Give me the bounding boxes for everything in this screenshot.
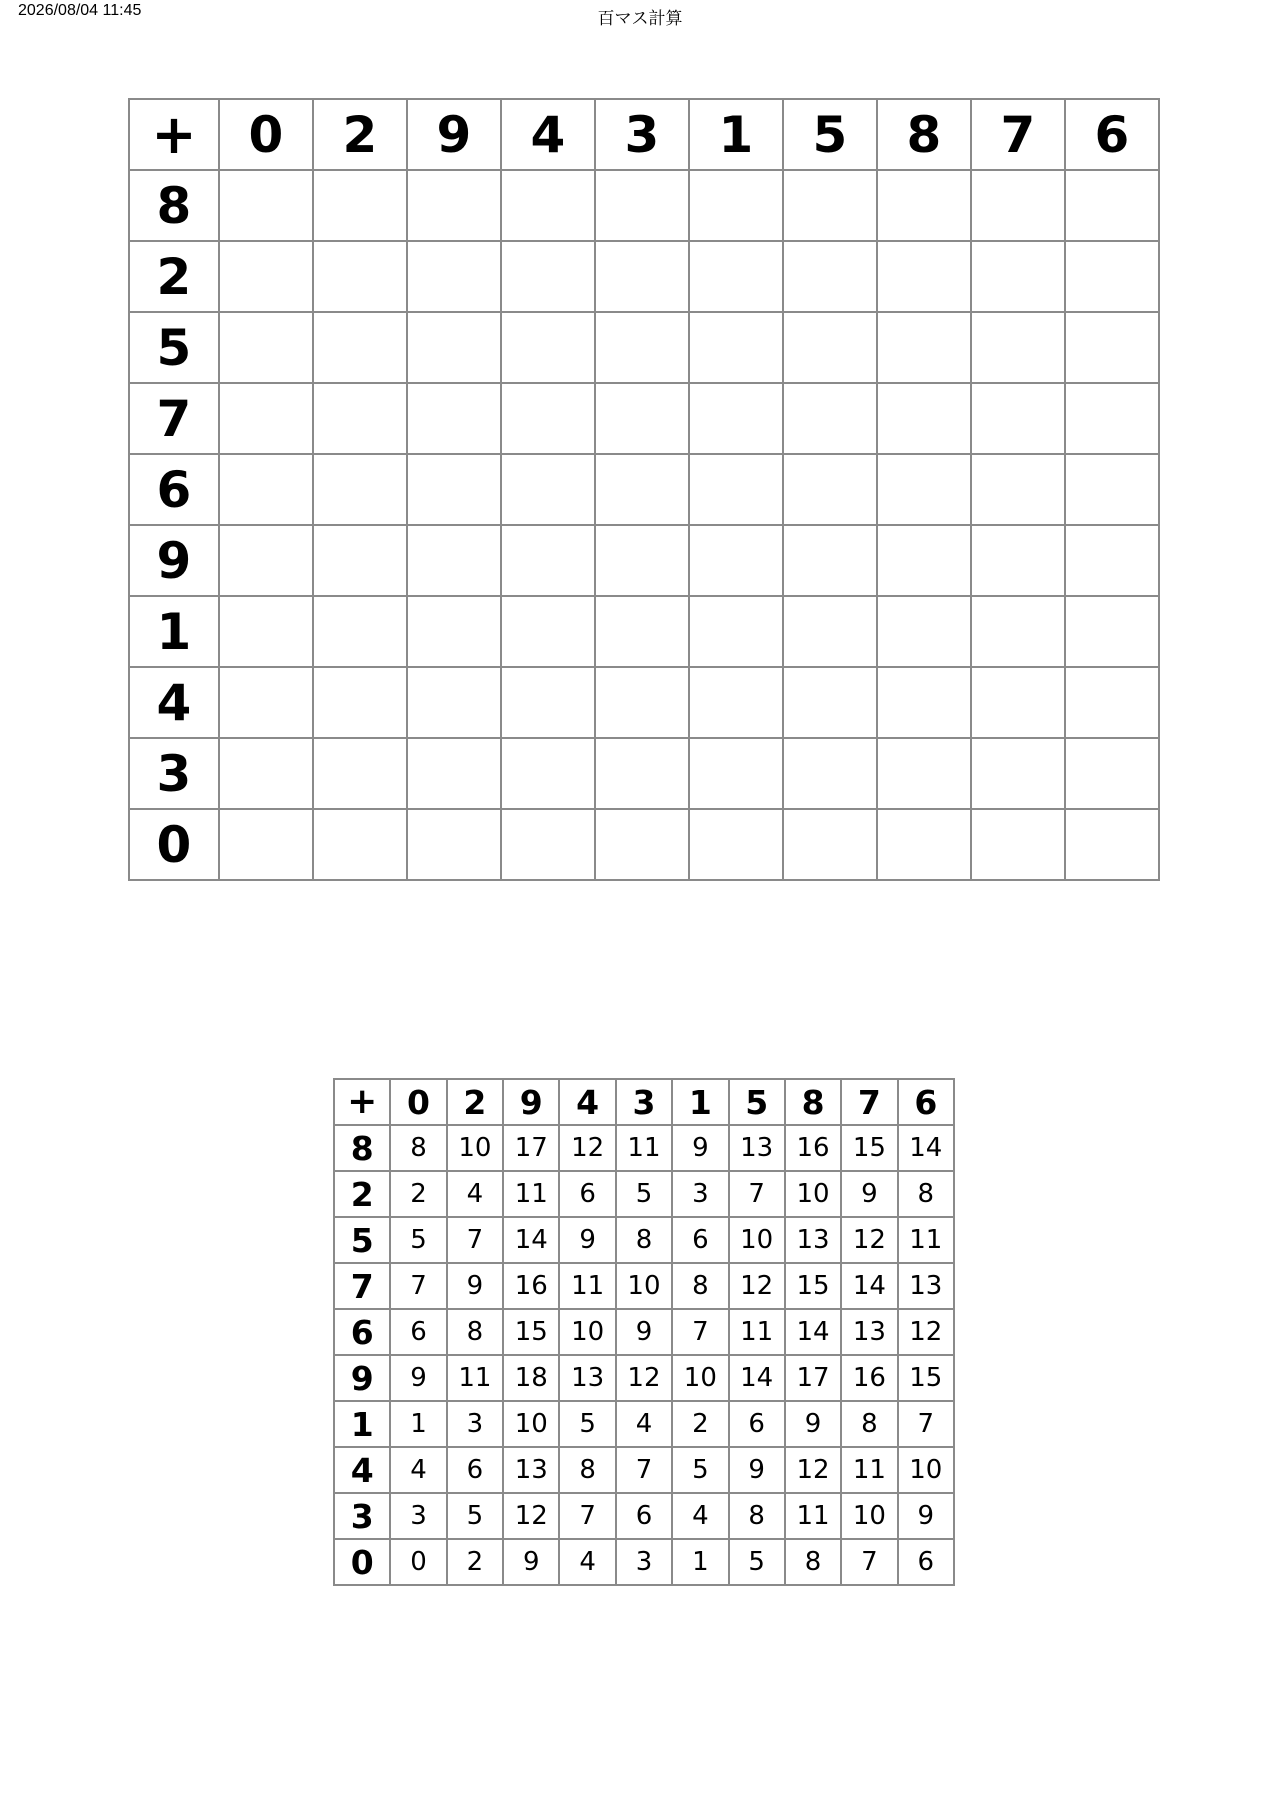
answer-cell: 8 [841, 1401, 897, 1447]
answer-cell: 6 [616, 1493, 672, 1539]
row-header: 1 [334, 1401, 390, 1447]
answer-cell: 6 [559, 1171, 615, 1217]
answer-cell-blank[interactable] [689, 738, 783, 809]
answer-cell: 7 [898, 1401, 954, 1447]
answer-cell: 14 [841, 1263, 897, 1309]
answer-cell: 4 [616, 1401, 672, 1447]
answer-cell: 15 [503, 1309, 559, 1355]
column-header: 0 [219, 99, 313, 170]
answer-cell: 14 [503, 1217, 559, 1263]
answer-cell: 5 [616, 1171, 672, 1217]
answer-cell-blank[interactable] [877, 454, 971, 525]
answer-key-row [334, 1263, 954, 1309]
answer-cell-blank[interactable] [1065, 170, 1159, 241]
operator-cell: + [129, 99, 219, 170]
answer-cell: 17 [785, 1355, 841, 1401]
answer-cell-blank[interactable] [595, 312, 689, 383]
answer-cell-blank[interactable] [219, 738, 313, 809]
answer-cell: 16 [503, 1263, 559, 1309]
answer-cell: 1 [672, 1539, 728, 1585]
answer-cell: 9 [503, 1539, 559, 1585]
answer-cell: 0 [390, 1539, 446, 1585]
answer-cell: 8 [559, 1447, 615, 1493]
answer-cell-blank[interactable] [501, 312, 595, 383]
answer-cell: 11 [785, 1493, 841, 1539]
column-header: 5 [729, 1079, 785, 1125]
column-header: 5 [783, 99, 877, 170]
answer-cell-blank[interactable] [407, 241, 501, 312]
answer-cell: 6 [898, 1539, 954, 1585]
answer-cell-blank[interactable] [689, 525, 783, 596]
answer-cell: 7 [841, 1539, 897, 1585]
answer-cell: 11 [616, 1125, 672, 1171]
answer-cell-blank[interactable] [595, 667, 689, 738]
header-row [129, 99, 1159, 170]
column-header: 1 [672, 1079, 728, 1125]
answer-cell-blank[interactable] [595, 454, 689, 525]
answer-cell-blank[interactable] [689, 596, 783, 667]
answer-cell-blank[interactable] [313, 312, 407, 383]
row-header: 1 [129, 596, 219, 667]
answer-cell: 9 [390, 1355, 446, 1401]
answer-cell: 12 [785, 1447, 841, 1493]
answer-cell-blank[interactable] [877, 738, 971, 809]
answer-cell: 4 [447, 1171, 503, 1217]
answer-cell: 8 [785, 1539, 841, 1585]
answer-cell: 7 [729, 1171, 785, 1217]
answer-cell-blank[interactable] [501, 738, 595, 809]
answer-cell: 9 [616, 1309, 672, 1355]
worksheet-row [129, 525, 1159, 596]
worksheet-row [129, 312, 1159, 383]
row-header: 0 [129, 809, 219, 880]
answer-key-row [334, 1401, 954, 1447]
worksheet-grid [128, 98, 1160, 881]
column-header: 3 [595, 99, 689, 170]
answer-cell: 10 [672, 1355, 728, 1401]
header-row [334, 1079, 954, 1125]
answer-cell: 5 [390, 1217, 446, 1263]
answer-cell: 3 [672, 1171, 728, 1217]
answer-key-row [334, 1355, 954, 1401]
answer-cell: 4 [559, 1539, 615, 1585]
row-header: 8 [129, 170, 219, 241]
answer-cell-blank[interactable] [313, 241, 407, 312]
column-header: 9 [407, 99, 501, 170]
answer-cell-blank[interactable] [501, 667, 595, 738]
answer-cell: 12 [616, 1355, 672, 1401]
answer-cell: 13 [503, 1447, 559, 1493]
answer-cell-blank[interactable] [595, 809, 689, 880]
answer-cell: 13 [841, 1309, 897, 1355]
answer-cell-blank[interactable] [501, 170, 595, 241]
answer-cell: 10 [785, 1171, 841, 1217]
answer-cell-blank[interactable] [501, 241, 595, 312]
answer-cell-blank[interactable] [877, 241, 971, 312]
answer-cell-blank[interactable] [1065, 809, 1159, 880]
answer-cell: 11 [841, 1447, 897, 1493]
answer-cell-blank[interactable] [407, 596, 501, 667]
row-header: 9 [334, 1355, 390, 1401]
answer-cell-blank[interactable] [501, 525, 595, 596]
answer-cell-blank[interactable] [313, 596, 407, 667]
answer-cell-blank[interactable] [689, 667, 783, 738]
answer-cell-blank[interactable] [313, 525, 407, 596]
answer-cell-blank[interactable] [595, 383, 689, 454]
worksheet-row [129, 454, 1159, 525]
row-header: 5 [129, 312, 219, 383]
answer-cell-blank[interactable] [501, 454, 595, 525]
answer-cell-blank[interactable] [689, 170, 783, 241]
answer-cell: 16 [841, 1355, 897, 1401]
worksheet-row [129, 170, 1159, 241]
answer-cell-blank[interactable] [219, 667, 313, 738]
answer-cell: 11 [729, 1309, 785, 1355]
row-header: 8 [334, 1125, 390, 1171]
answer-cell-blank[interactable] [1065, 383, 1159, 454]
column-header: 7 [841, 1079, 897, 1125]
worksheet-row [129, 596, 1159, 667]
answer-cell: 5 [447, 1493, 503, 1539]
answer-cell-blank[interactable] [219, 596, 313, 667]
answer-cell-blank[interactable] [971, 738, 1065, 809]
row-header: 6 [129, 454, 219, 525]
answer-key-row [334, 1125, 954, 1171]
answer-cell: 7 [616, 1447, 672, 1493]
answer-cell: 2 [447, 1539, 503, 1585]
answer-cell-blank[interactable] [219, 312, 313, 383]
answer-cell-blank[interactable] [313, 454, 407, 525]
column-header: 7 [971, 99, 1065, 170]
answer-cell-blank[interactable] [595, 241, 689, 312]
answer-cell-blank[interactable] [971, 241, 1065, 312]
row-header: 5 [334, 1217, 390, 1263]
answer-cell: 8 [672, 1263, 728, 1309]
row-header: 0 [334, 1539, 390, 1585]
answer-cell: 12 [729, 1263, 785, 1309]
answer-cell-blank[interactable] [501, 383, 595, 454]
answer-cell-blank[interactable] [219, 809, 313, 880]
answer-cell: 13 [898, 1263, 954, 1309]
answer-cell-blank[interactable] [595, 738, 689, 809]
answer-cell: 6 [729, 1401, 785, 1447]
answer-cell: 8 [390, 1125, 446, 1171]
answer-cell-blank[interactable] [1065, 738, 1159, 809]
column-header: 6 [1065, 99, 1159, 170]
answer-cell-blank[interactable] [1065, 454, 1159, 525]
worksheet-row [129, 241, 1159, 312]
column-header: 8 [877, 99, 971, 170]
answer-cell-blank[interactable] [1065, 241, 1159, 312]
worksheet-row [129, 667, 1159, 738]
answer-cell: 8 [898, 1171, 954, 1217]
answer-cell: 15 [841, 1125, 897, 1171]
answer-cell: 5 [559, 1401, 615, 1447]
answer-cell-blank[interactable] [1065, 667, 1159, 738]
answer-cell: 10 [447, 1125, 503, 1171]
answer-cell: 10 [559, 1309, 615, 1355]
answer-cell-blank[interactable] [783, 312, 877, 383]
answer-cell-blank[interactable] [407, 809, 501, 880]
answer-cell-blank[interactable] [595, 525, 689, 596]
answer-cell: 7 [447, 1217, 503, 1263]
row-header: 2 [334, 1171, 390, 1217]
answer-key-row [334, 1171, 954, 1217]
answer-cell-blank[interactable] [689, 383, 783, 454]
answer-cell-blank[interactable] [313, 667, 407, 738]
answer-cell-blank[interactable] [877, 596, 971, 667]
answer-cell: 11 [503, 1171, 559, 1217]
page-title: 百マス計算 [597, 9, 683, 29]
answer-cell: 18 [503, 1355, 559, 1401]
answer-cell: 6 [447, 1447, 503, 1493]
answer-key-row [334, 1217, 954, 1263]
answer-cell: 9 [785, 1401, 841, 1447]
answer-cell: 15 [785, 1263, 841, 1309]
answer-cell-blank[interactable] [407, 454, 501, 525]
row-header: 9 [129, 525, 219, 596]
answer-cell: 4 [672, 1493, 728, 1539]
answer-cell-blank[interactable] [783, 454, 877, 525]
answer-cell: 10 [503, 1401, 559, 1447]
answer-cell: 5 [672, 1447, 728, 1493]
column-header: 8 [785, 1079, 841, 1125]
answer-cell: 1 [390, 1401, 446, 1447]
answer-cell: 3 [390, 1493, 446, 1539]
answer-cell: 6 [390, 1309, 446, 1355]
answer-cell-blank[interactable] [1065, 596, 1159, 667]
row-header: 3 [129, 738, 219, 809]
answer-cell-blank[interactable] [783, 241, 877, 312]
answer-cell-blank[interactable] [971, 596, 1065, 667]
answer-cell: 7 [390, 1263, 446, 1309]
answer-cell: 13 [729, 1125, 785, 1171]
answer-cell: 12 [559, 1125, 615, 1171]
answer-cell-blank[interactable] [783, 383, 877, 454]
answer-cell: 9 [898, 1493, 954, 1539]
answer-cell-blank[interactable] [689, 312, 783, 383]
answer-cell-blank[interactable] [219, 241, 313, 312]
answer-key-row [334, 1447, 954, 1493]
answer-cell-blank[interactable] [783, 525, 877, 596]
column-header: 1 [689, 99, 783, 170]
answer-cell-blank[interactable] [219, 525, 313, 596]
answer-cell-blank[interactable] [971, 383, 1065, 454]
answer-key-row [334, 1309, 954, 1355]
answer-cell-blank[interactable] [971, 170, 1065, 241]
answer-cell: 9 [672, 1125, 728, 1171]
answer-cell-blank[interactable] [313, 738, 407, 809]
answer-cell-blank[interactable] [971, 312, 1065, 383]
row-header: 7 [129, 383, 219, 454]
answer-cell-blank[interactable] [219, 170, 313, 241]
answer-cell-blank[interactable] [877, 312, 971, 383]
answer-cell: 8 [729, 1493, 785, 1539]
answer-cell: 11 [559, 1263, 615, 1309]
row-header: 6 [334, 1309, 390, 1355]
answer-cell: 3 [616, 1539, 672, 1585]
answer-cell-blank[interactable] [219, 454, 313, 525]
answer-cell: 8 [616, 1217, 672, 1263]
print-datetime: 2026/08/04 11:45 [18, 2, 142, 19]
answer-cell-blank[interactable] [501, 809, 595, 880]
answer-cell-blank[interactable] [971, 667, 1065, 738]
answer-cell-blank[interactable] [689, 454, 783, 525]
answer-cell-blank[interactable] [313, 383, 407, 454]
answer-cell: 14 [785, 1309, 841, 1355]
answer-cell-blank[interactable] [1065, 525, 1159, 596]
answer-cell: 12 [503, 1493, 559, 1539]
answer-cell-blank[interactable] [783, 809, 877, 880]
answer-cell: 13 [559, 1355, 615, 1401]
answer-cell: 17 [503, 1125, 559, 1171]
answer-cell-blank[interactable] [877, 383, 971, 454]
column-header: 2 [313, 99, 407, 170]
row-header: 7 [334, 1263, 390, 1309]
answer-cell-blank[interactable] [971, 809, 1065, 880]
operator-cell: + [334, 1079, 390, 1125]
answer-cell-blank[interactable] [783, 170, 877, 241]
answer-cell: 2 [390, 1171, 446, 1217]
answer-cell-blank[interactable] [407, 667, 501, 738]
answer-cell: 9 [729, 1447, 785, 1493]
answer-cell: 12 [841, 1217, 897, 1263]
answer-cell-blank[interactable] [783, 738, 877, 809]
answer-cell-blank[interactable] [407, 312, 501, 383]
answer-cell-blank[interactable] [313, 170, 407, 241]
answer-cell-blank[interactable] [407, 383, 501, 454]
answer-cell-blank[interactable] [595, 170, 689, 241]
row-header: 4 [334, 1447, 390, 1493]
answer-cell-blank[interactable] [407, 738, 501, 809]
answer-cell-blank[interactable] [595, 596, 689, 667]
answer-cell-blank[interactable] [971, 454, 1065, 525]
column-header: 4 [559, 1079, 615, 1125]
answer-cell-blank[interactable] [407, 525, 501, 596]
column-header: 9 [503, 1079, 559, 1125]
answer-cell: 10 [616, 1263, 672, 1309]
answer-cell-blank[interactable] [1065, 312, 1159, 383]
answer-cell: 14 [729, 1355, 785, 1401]
answer-cell-blank[interactable] [501, 596, 595, 667]
answer-cell: 14 [898, 1125, 954, 1171]
answer-cell: 7 [672, 1309, 728, 1355]
answer-cell: 6 [672, 1217, 728, 1263]
answer-cell: 16 [785, 1125, 841, 1171]
answer-cell-blank[interactable] [877, 667, 971, 738]
answer-cell-blank[interactable] [689, 809, 783, 880]
answer-cell: 10 [841, 1493, 897, 1539]
column-header: 4 [501, 99, 595, 170]
column-header: 3 [616, 1079, 672, 1125]
answer-key-row [334, 1493, 954, 1539]
answer-cell-blank[interactable] [877, 170, 971, 241]
row-header: 2 [129, 241, 219, 312]
answer-cell: 15 [898, 1355, 954, 1401]
answer-cell: 11 [898, 1217, 954, 1263]
answer-cell-blank[interactable] [219, 383, 313, 454]
column-header: 6 [898, 1079, 954, 1125]
answer-cell: 4 [390, 1447, 446, 1493]
answer-cell: 12 [898, 1309, 954, 1355]
answer-key-grid [333, 1078, 955, 1586]
answer-cell: 11 [447, 1355, 503, 1401]
answer-cell: 10 [898, 1447, 954, 1493]
answer-cell: 3 [447, 1401, 503, 1447]
column-header: 0 [390, 1079, 446, 1125]
worksheet-row [129, 383, 1159, 454]
row-header: 3 [334, 1493, 390, 1539]
answer-cell: 13 [785, 1217, 841, 1263]
row-header: 4 [129, 667, 219, 738]
answer-cell-blank[interactable] [971, 525, 1065, 596]
answer-cell: 10 [729, 1217, 785, 1263]
answer-cell-blank[interactable] [783, 667, 877, 738]
answer-cell: 9 [841, 1171, 897, 1217]
column-header: 2 [447, 1079, 503, 1125]
worksheet-row [129, 738, 1159, 809]
answer-cell-blank[interactable] [689, 241, 783, 312]
answer-cell-blank[interactable] [877, 525, 971, 596]
answer-cell: 2 [672, 1401, 728, 1447]
answer-cell-blank[interactable] [783, 596, 877, 667]
answer-cell: 9 [559, 1217, 615, 1263]
answer-cell-blank[interactable] [877, 809, 971, 880]
worksheet-row [129, 809, 1159, 880]
answer-cell-blank[interactable] [407, 170, 501, 241]
answer-key-row [334, 1539, 954, 1585]
answer-cell: 9 [447, 1263, 503, 1309]
answer-cell: 5 [729, 1539, 785, 1585]
answer-cell-blank[interactable] [313, 809, 407, 880]
answer-cell: 8 [447, 1309, 503, 1355]
answer-cell: 7 [559, 1493, 615, 1539]
